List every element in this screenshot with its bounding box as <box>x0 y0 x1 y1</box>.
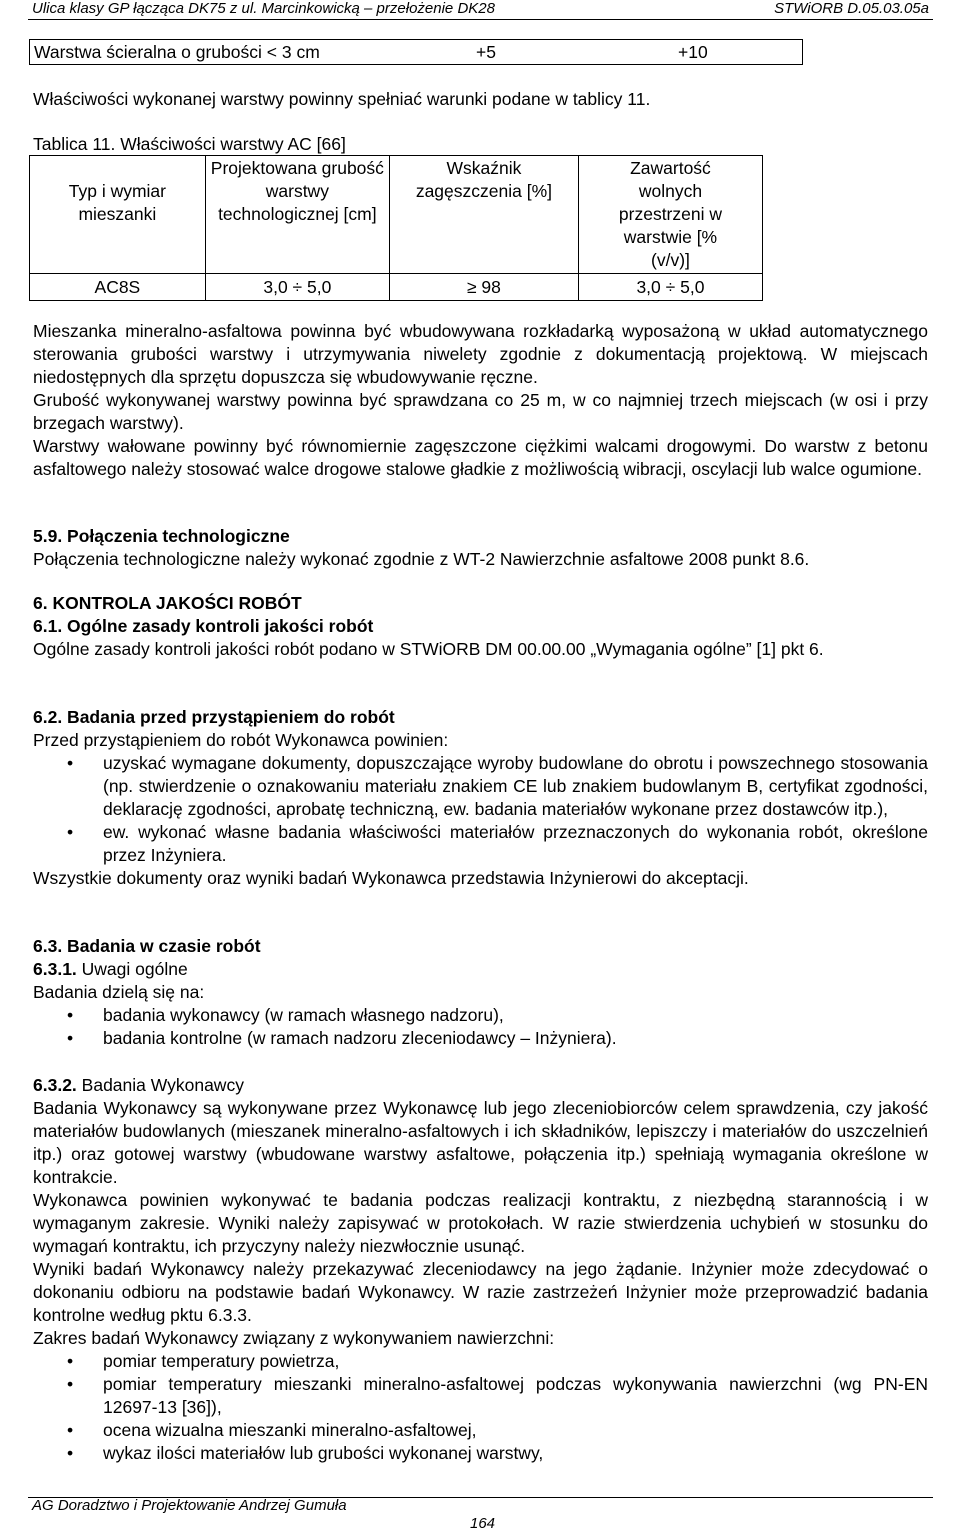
list-item: • wykaz ilości materiałów lub grubości wykonanej warstwy, <box>33 1442 928 1465</box>
subsection-heading: 6.3.2. Badania Wykonawcy <box>33 1075 244 1095</box>
table-header-cell: Typ i wymiar mieszanki <box>30 156 206 274</box>
section-heading: 6.2. Badania przed przystąpieniem do robót <box>33 707 395 727</box>
section-6-3 <box>33 935 928 1050</box>
paragraph: Zakres badań Wykonawcy związany z wykonywaniem nawierzchni: <box>33 1328 555 1348</box>
tolerance-value-2: +10 <box>678 42 708 62</box>
page-number: 164 <box>470 1515 496 1532</box>
bullet-list <box>33 1004 928 1050</box>
paragraph: Połączenia technologiczne należy wykonać zgodnie z WT-2 Nawierzchnie asfaltowe 2008 punkt 8.6. <box>33 549 810 569</box>
paragraph: Grubość wykonywanej warstwy powinna być sprawdzana co 25 m, w co najmniej trzech miejscach (w osi i przy brzegach warstwy). <box>33 390 928 433</box>
table-caption: Tablica 11. Właściwości warstwy AC [66] <box>33 134 346 154</box>
paragraph: Ogólne zasady kontroli jakości robót podano w STWiORB DM 00.00.00 „Wymagania ogólne” [1] pkt 6. <box>33 639 824 659</box>
bullet-list <box>33 752 928 867</box>
paragraph: Wykonawca powinien wykonywać te badania podczas realizacji kontraktu, z niezbędną starannością i w wymaganym zakresie. Wyniki należy zapisywać w protokołach. W razie stwierdzenia uchybień w stosunku do wymagań kontraktu, ich przyczyny należy niezwłocznie usunąć. <box>33 1190 928 1256</box>
tolerance-label: Warstwa ścieralna o grubości < 3 cm <box>34 42 320 62</box>
section-6-2 <box>33 706 928 890</box>
subsection-heading: 6.3.1. Uwagi ogólne <box>33 959 188 979</box>
table-header-cell: Zawartość wolnych przestrzeni w warstwie [%(v/v)] <box>578 156 762 274</box>
section-6-3-2 <box>33 1074 928 1465</box>
paragraph: Wszystkie dokumenty oraz wyniki badań Wykonawca przedstawia Inżynierowi do akceptacji. <box>33 868 749 888</box>
properties-table <box>29 155 763 301</box>
list-item: • uzyskać wymagane dokumenty, dopuszczające wyroby budowlane do obrotu i powszechnego stosowania (np. stwierdzenie o oznakowaniu materiału znakiem CE lub znakiem budowlanym B, certyfikat zgodności, deklarację zgodności, aprobatę techniczną, ew. badania materiałów wykonane przez dostawców itp.), <box>33 752 928 821</box>
paragraph: Wyniki badań Wykonawcy należy przekazywać zleceniodawcy na jego żądanie. Inżynier może zdecydować o dokonaniu odbioru na podstawie badań Wykonawcy. W razie zastrzeżeń Inżynier może przeprowadzić badania kontrolne według pktu 6.3.3. <box>33 1259 928 1325</box>
section-heading: 6. KONTROLA JAKOŚCI ROBÓT <box>33 593 302 613</box>
paragraph: Badania dzielą się na: <box>33 982 205 1002</box>
list-item: • ew. wykonać własne badania właściwości materiałów przeznaczonych do wykonania robót, określone przez Inżyniera. <box>33 821 928 867</box>
footer-company: AG Doradztwo i Projektowanie Andrzej Gumuła <box>32 1497 347 1514</box>
section-heading: 6.3. Badania w czasie robót <box>33 936 261 956</box>
table-cell: 3,0 ÷ 5,0 <box>205 274 389 301</box>
header-title: Ulica klasy GP łącząca DK75 z ul. Marcinkowicką – przełożenie DK28 <box>32 0 495 17</box>
table-header-cell: Projektowana grubość warstwy technologicznej [cm] <box>205 156 389 274</box>
subsection-heading: 6.1. Ogólne zasady kontroli jakości robót <box>33 616 374 636</box>
table-header-cell: Wskaźnik zagęszczenia [%] <box>389 156 578 274</box>
laying-paragraphs <box>33 320 928 481</box>
section-6 <box>33 592 928 661</box>
tolerance-value-1: +5 <box>476 42 496 62</box>
list-item: • pomiar temperatury powietrza, <box>33 1350 928 1373</box>
list-item: • badania wykonawcy (w ramach własnego nadzoru), <box>33 1004 928 1027</box>
intro-paragraph: Właściwości wykonanej warstwy powinny spełniać warunki podane w tablicy 11. <box>33 89 651 109</box>
paragraph: Przed przystąpieniem do robót Wykonawca powinien: <box>33 730 449 750</box>
header-divider <box>28 19 933 20</box>
bullet-list <box>33 1350 928 1465</box>
header-spec-code: STWiORB D.05.03.05a <box>774 0 929 17</box>
list-item: • ocena wizualna mieszanki mineralno-asfaltowej, <box>33 1419 928 1442</box>
section-5-9 <box>33 525 928 571</box>
table-cell: ≥ 98 <box>389 274 578 301</box>
list-item: • badania kontrolne (w ramach nadzoru zleceniodawcy – Inżyniera). <box>33 1027 928 1050</box>
page-header <box>28 0 933 20</box>
paragraph: Mieszanka mineralno-asfaltowa powinna być wbudowywana rozkładarką wyposażoną w układ automatycznego sterowania grubości warstwy i utrzymywania niwelety zgodnie z dokumentacją projektową. W miejscach niedostępnych dla sprzętu dopuszcza się wbudowywanie ręczne. <box>33 321 928 387</box>
paragraph: Badania Wykonawcy są wykonywane przez Wykonawcę lub jego zleceniobiorców celem sprawdzenia, czy jakość materiałów budowlanych (mieszanek mineralno-asfaltowych i ich składników, lepiszczy i materiałów do uszczelnień itp.) oraz gotowej warstwy (wbudowane warstwy asfaltowe, połączenia itp.) spełniają wymagania określone w kontrakcie. <box>33 1098 928 1187</box>
tolerance-table-row <box>29 39 803 65</box>
table-cell: 3,0 ÷ 5,0 <box>578 274 762 301</box>
section-heading: 5.9. Połączenia technologiczne <box>33 526 290 546</box>
table-cell: AC8S <box>30 274 206 301</box>
list-item: • pomiar temperatury mieszanki mineralno-asfaltowej podczas wykonywania nawierzchni (wg PN-EN 12697-13 [36]), <box>33 1373 928 1419</box>
paragraph: Warstwy wałowane powinny być równomiernie zagęszczone ciężkimi walcami drogowymi. Do warstw z betonu asfaltowego należy stosować walce drogowe stalowe gładkie z możliwością wibracji, oscylacji lub walce ogumione. <box>33 436 928 479</box>
